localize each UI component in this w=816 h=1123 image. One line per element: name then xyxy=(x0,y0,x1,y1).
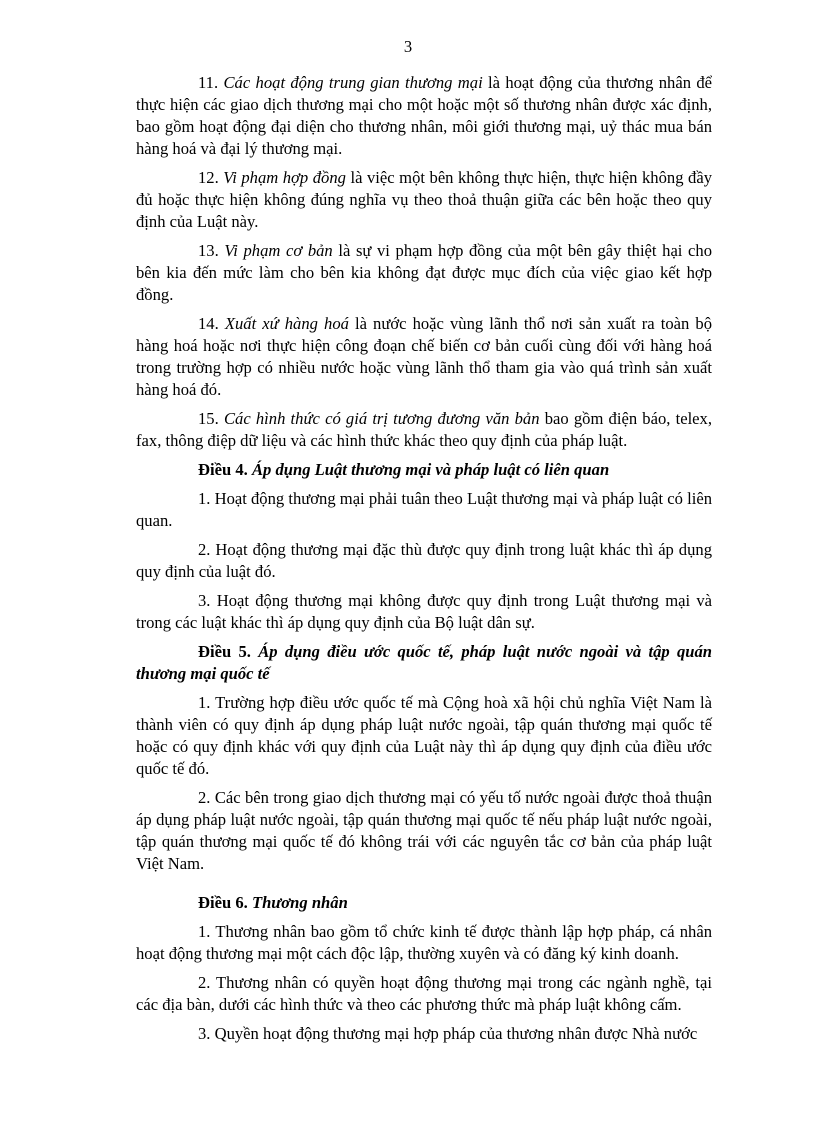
article-number: Điều 5. xyxy=(198,642,251,661)
page-number: 3 xyxy=(403,37,413,56)
paragraph-text: 2. Các bên trong giao dịch thương mại có yếu tố nước ngoài được thoả thuận áp dụng pháp luật nước ngoài, tập quán thương mại quốc tế nếu pháp luật nước ngoài, tập quán thương mại quốc tế đó không trái với các nguyên tắc cơ bản của pháp luật Việt Nam. xyxy=(136,788,712,873)
paragraph-text: là sự vi phạm hợp đồng của một bên gây thiệt hại cho bên kia đến mức làm cho bên kia không đạt được mục đích của việc giao kết hợp đồng. xyxy=(136,241,712,304)
paragraph-text: 1. Hoạt động thương mại phải tuân theo Luật thương mại và pháp luật có liên quan. xyxy=(136,489,712,530)
article-title: Áp dụng Luật thương mại và pháp luật có liên quan xyxy=(251,460,610,479)
clause-number: 12. xyxy=(198,168,219,187)
defined-term: Vi phạm hợp đồng xyxy=(223,168,346,187)
paragraph-text: 3. Quyền hoạt động thương mại hợp pháp của thương nhân được Nhà nước xyxy=(198,1024,698,1043)
paragraph xyxy=(136,692,712,780)
paragraph xyxy=(136,539,712,583)
article-title: Thương nhân xyxy=(251,893,348,912)
paragraph-text: 1. Thương nhân bao gồm tổ chức kinh tế được thành lập hợp pháp, cá nhân hoạt động thương mại một cách độc lập, thường xuyên và có đăng ký kinh doanh. xyxy=(136,922,712,963)
paragraph xyxy=(136,972,712,1016)
paragraph-text: 1. Trường hợp điều ước quốc tế mà Cộng hoà xã hội chủ nghĩa Việt Nam là thành viên có quy định áp dụng pháp luật nước ngoài, tập quán thương mại quốc tế hoặc có quy định khác với quy định của Luật này thì áp dụng quy định của điều ước quốc tế đó. xyxy=(136,693,712,778)
defined-term: Vi phạm cơ bản xyxy=(224,241,333,260)
clause-number: 13. xyxy=(198,241,219,260)
defined-term: Các hình thức có giá trị tương đương văn bản xyxy=(223,409,540,428)
defined-term: Các hoạt động trung gian thương mại xyxy=(223,73,483,92)
article-heading xyxy=(136,641,712,685)
article-heading xyxy=(136,892,712,914)
paragraph xyxy=(136,313,712,401)
article-number: Điều 4. xyxy=(198,460,248,479)
article-heading xyxy=(136,459,712,481)
paragraph-text: là hoạt động của thương nhân để thực hiện các giao dịch thương mại cho một hoặc một số thương nhân được xác định, bao gồm hoạt động đại diện cho thương nhân, môi giới thương mại, uỷ thác mua bán hàng hoá và đại lý thương mại. xyxy=(136,73,712,158)
paragraph xyxy=(136,167,712,233)
paragraph-text: 2. Thương nhân có quyền hoạt động thương mại trong các ngành nghề, tại các địa bàn, dưới các hình thức và theo các phương thức mà pháp luật không cấm. xyxy=(136,973,712,1014)
clause-number: 15. xyxy=(198,409,219,428)
clause-number: 14. xyxy=(198,314,219,333)
clause-number: 11. xyxy=(198,73,219,92)
paragraph-text: là việc một bên không thực hiện, thực hiện không đầy đủ hoặc thực hiện không đúng nghĩa vụ theo thoả thuận giữa các bên hoặc theo quy định của Luật này. xyxy=(136,168,712,231)
paragraph-text: 3. Hoạt động thương mại không được quy định trong Luật thương mại và trong các luật khác thì áp dụng quy định của Bộ luật dân sự. xyxy=(136,591,712,632)
article-title: Áp dụng điều ước quốc tế, pháp luật nước ngoài và tập quán thương mại quốc tế xyxy=(136,642,712,683)
paragraph xyxy=(136,921,712,965)
paragraph xyxy=(136,787,712,875)
paragraph xyxy=(136,408,712,452)
paragraph xyxy=(136,72,712,160)
paragraph xyxy=(136,1023,712,1045)
section-gap xyxy=(136,882,712,892)
paragraph xyxy=(136,590,712,634)
paragraph-text: là nước hoặc vùng lãnh thổ nơi sản xuất ra toàn bộ hàng hoá hoặc nơi thực hiện công đoạn chế biến cơ bản cuối cùng đối với hàng hoá trong trường hợp có nhiều nước hoặc vùng lãnh thổ tham gia vào quá trình sản xuất hàng hoá đó. xyxy=(136,314,712,399)
defined-term: Xuất xứ hàng hoá xyxy=(224,314,349,333)
paragraph-text: 2. Hoạt động thương mại đặc thù được quy định trong luật khác thì áp dụng quy định của luật đó. xyxy=(136,540,712,581)
paragraph-text: bao gồm điện báo, telex, fax, thông điệp dữ liệu và các hình thức khác theo quy định của pháp luật. xyxy=(136,409,712,450)
article-number: Điều 6. xyxy=(198,893,248,912)
document-body xyxy=(136,72,712,1052)
paragraph xyxy=(136,240,712,306)
paragraph xyxy=(136,488,712,532)
